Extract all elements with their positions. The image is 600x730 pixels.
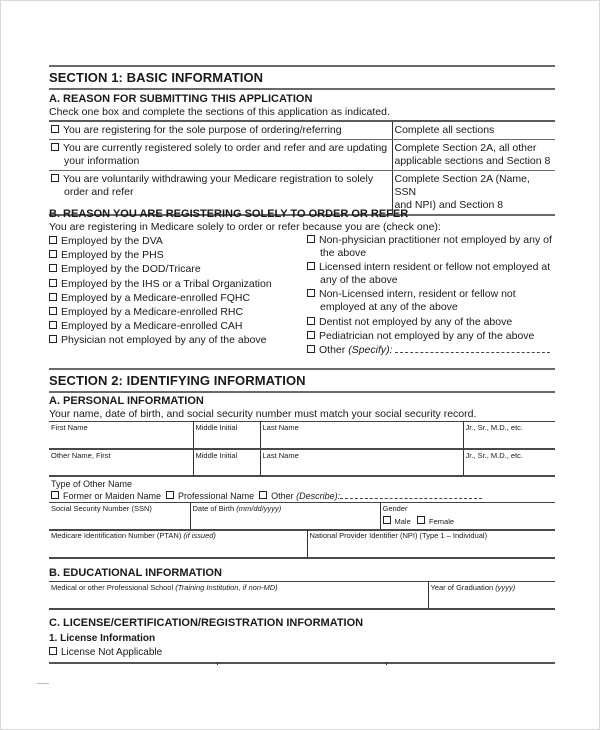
checkbox[interactable] — [51, 125, 59, 133]
checkbox[interactable] — [259, 491, 267, 499]
field-label: Last Name — [262, 450, 299, 460]
field-label: Social Security Number (SSN) — [51, 504, 152, 513]
field-label: Middle Initial — [195, 450, 238, 460]
option-male[interactable] — [383, 516, 411, 526]
checkbox[interactable] — [307, 262, 315, 270]
checkbox[interactable] — [307, 317, 315, 325]
option-label: Former or Maiden Name — [63, 491, 162, 501]
reason-option-label-cont: your information — [64, 155, 140, 167]
checkbox[interactable] — [307, 289, 315, 297]
option-physician[interactable] — [49, 333, 272, 347]
option-label: Male — [394, 517, 411, 526]
license-table-divider — [386, 662, 387, 665]
reason-option-cell[interactable] — [49, 121, 392, 140]
section-1b-instructions: You are registering in Medicare solely to order or refer because you are (check one): — [49, 221, 441, 233]
checkbox[interactable] — [51, 174, 59, 182]
order-refer-options-left — [49, 234, 272, 348]
field-label: First Name — [51, 423, 88, 432]
option-label: Licensed intern resident or fellow not employed at — [319, 261, 551, 273]
name-table — [49, 421, 555, 477]
option-dod[interactable] — [49, 262, 272, 276]
option-label: Other — [319, 344, 346, 356]
ptan-npi-row — [49, 530, 555, 558]
other-first-name-field[interactable] — [49, 449, 193, 476]
suffix-field[interactable] — [463, 422, 555, 449]
ssn-dob-row — [49, 503, 555, 530]
graduation-year-field[interactable] — [428, 582, 555, 609]
option-fqhc[interactable] — [49, 291, 272, 305]
npi-field[interactable] — [307, 530, 555, 558]
option-hint: (Describe): — [296, 491, 341, 501]
ssn-dob-table — [49, 502, 555, 531]
license-not-applicable-option[interactable] — [49, 647, 162, 658]
last-name-field[interactable] — [260, 422, 463, 449]
section-2-title: SECTION 2: IDENTIFYING INFORMATION — [49, 373, 306, 388]
option-other[interactable] — [307, 343, 567, 357]
option-label: Employed by a Medicare-enrolled FQHC — [61, 291, 251, 304]
first-name-field[interactable] — [49, 422, 193, 449]
option-former-name[interactable] — [51, 491, 161, 501]
option-label: Dentist not employed by any of the above — [319, 316, 513, 328]
name-row — [49, 422, 555, 449]
option-label: License Not Applicable — [61, 647, 163, 658]
reason-instruction-cell — [392, 171, 555, 216]
section-2a-title: A. PERSONAL INFORMATION — [49, 395, 204, 407]
reason-option-cell[interactable] — [49, 140, 392, 171]
other-name-row — [49, 449, 555, 476]
field-label: Jr., Sr., M.D., etc. — [465, 423, 524, 432]
option-professional-name[interactable] — [166, 491, 254, 501]
field-hint: (yyyy) — [495, 583, 516, 592]
field-label: Date of Birth — [192, 504, 235, 513]
section-1-header — [49, 65, 555, 90]
option-label: Employed by the IHS or a Tribal Organization — [61, 277, 272, 290]
reason-table — [49, 120, 555, 216]
ptan-npi-table — [49, 530, 555, 559]
type-other-name-label: Type of Other Name — [51, 479, 133, 489]
section-1a-instructions: Check one box and complete the sections of this application as indicated. — [49, 106, 390, 118]
checkbox[interactable] — [49, 279, 57, 287]
option-licensed-intern[interactable] — [307, 261, 567, 287]
option-label: Employed by a Medicare-enrolled CAH — [61, 320, 243, 333]
checkbox[interactable] — [49, 293, 57, 301]
option-label: Physician not employed by any of the above — [61, 334, 267, 347]
option-label: Employed by a Medicare-enrolled RHC — [61, 306, 244, 319]
option-other-name[interactable] — [259, 491, 340, 501]
section-2b-title: B. EDUCATIONAL INFORMATION — [49, 567, 222, 579]
field-label: Medical or other Professional School — [51, 583, 174, 592]
section-2a-instructions: Your name, date of birth, and social security number must match your social security record. — [49, 408, 477, 420]
checkbox[interactable] — [49, 250, 57, 258]
option-label: Non-Licensed intern, resident or fellow not — [319, 288, 516, 300]
gender-field — [380, 503, 555, 530]
option-label: Female — [429, 517, 455, 526]
education-table — [49, 581, 555, 610]
page-mark — [37, 683, 49, 684]
option-label-cont: the above — [320, 247, 367, 259]
license-table-top-border — [49, 662, 555, 664]
ssn-field[interactable] — [49, 503, 190, 530]
option-label-cont: any of the above — [320, 274, 398, 286]
section-1a-title: A. REASON FOR SUBMITTING THIS APPLICATION — [49, 93, 313, 105]
field-label: Year of Graduation — [430, 583, 494, 592]
reason-instruction-cell — [392, 121, 555, 140]
middle-initial-field[interactable] — [193, 422, 260, 449]
reason-instruction-cell — [392, 140, 555, 171]
option-non-physician[interactable] — [307, 234, 567, 260]
option-label: Other — [271, 491, 294, 501]
checkbox[interactable] — [49, 335, 57, 343]
option-dentist[interactable] — [307, 315, 567, 329]
other-middle-initial-field[interactable] — [193, 449, 260, 476]
reason-option-label: You are voluntarily withdrawing your Medicare registration to solely — [63, 173, 374, 185]
option-label: Pediatrician not employed by any of the above — [319, 330, 535, 342]
option-ihs[interactable] — [49, 277, 272, 291]
reason-instruction: Complete all sections — [394, 124, 495, 136]
reason-instruction-cont: and NPI) and Section 8 — [394, 199, 504, 211]
type-other-name-options — [51, 491, 482, 501]
field-label: Other Name, First — [51, 450, 111, 460]
reason-row — [49, 140, 555, 171]
field-hint: (mm/dd/yyyy) — [236, 504, 282, 513]
field-hint: (Training Institution, if non-MD) — [175, 583, 278, 592]
checkbox[interactable] — [51, 143, 59, 151]
option-hint: (Specify): — [348, 344, 393, 356]
other-name-describe-field[interactable] — [340, 491, 482, 499]
reason-row — [49, 121, 555, 140]
reason-instruction: Complete Section 2A (Name, SSN — [394, 173, 530, 198]
checkbox[interactable] — [417, 516, 425, 524]
checkbox[interactable] — [307, 345, 315, 353]
checkbox[interactable] — [383, 516, 391, 524]
checkbox[interactable] — [166, 491, 174, 499]
reason-option-label: You are currently registered solely to order and refer and are updating — [63, 142, 388, 154]
field-label: Middle Initial — [195, 423, 238, 432]
other-specify-field[interactable] — [395, 345, 550, 353]
checkbox[interactable] — [51, 491, 59, 499]
field-label: Medicare Identification Number (PTAN) — [51, 531, 182, 540]
other-suffix-field[interactable] — [463, 449, 555, 476]
license-table-divider — [217, 662, 218, 665]
section-2-header — [49, 368, 555, 393]
field-label: National Provider Identifier (NPI) (Type 1 – Individual) — [309, 531, 488, 540]
checkbox[interactable] — [49, 236, 57, 244]
reason-instruction: Complete Section 2A, all other — [394, 142, 537, 154]
dob-field[interactable] — [190, 503, 380, 530]
option-label: Professional Name — [178, 491, 255, 501]
checkbox[interactable] — [307, 331, 315, 339]
checkbox[interactable] — [49, 647, 57, 655]
other-last-name-field[interactable] — [260, 449, 463, 476]
section-1b-title: B. REASON YOU ARE REGISTERING SOLELY TO ORDER OR REFER — [49, 208, 409, 220]
option-non-licensed-intern[interactable] — [307, 288, 567, 314]
education-row — [49, 582, 555, 609]
checkbox[interactable] — [49, 321, 57, 329]
checkbox[interactable] — [49, 264, 57, 272]
checkbox[interactable] — [49, 307, 57, 315]
option-cah[interactable] — [49, 319, 272, 333]
option-label: Employed by the DVA — [61, 235, 163, 247]
reason-option-label-cont: order and refer — [64, 186, 134, 198]
field-label: Gender — [382, 504, 408, 513]
reason-instruction-cont: applicable sections and Section 8 — [394, 155, 551, 167]
order-refer-options-right — [307, 234, 567, 357]
option-phs[interactable] — [49, 248, 272, 262]
option-rhc[interactable] — [49, 305, 272, 319]
option-pediatrician[interactable] — [307, 329, 567, 343]
field-label: Jr., Sr., M.D., etc. — [465, 450, 524, 460]
field-label: Last Name — [262, 423, 299, 432]
option-label: Employed by the PHS — [61, 249, 164, 262]
checkbox[interactable] — [307, 235, 315, 243]
school-field[interactable] — [49, 582, 428, 609]
field-hint: (if issued) — [183, 531, 216, 540]
option-dva[interactable] — [49, 234, 272, 248]
license-info-title: 1. License Information — [49, 633, 156, 644]
option-label: Non-physician practitioner not employed by any of — [319, 234, 552, 246]
reason-option-label: You are registering for the sole purpose of ordering/referring — [63, 124, 342, 136]
option-label-cont: employed at any of the above — [320, 301, 458, 313]
section-1-title: SECTION 1: BASIC INFORMATION — [49, 70, 264, 85]
option-female[interactable] — [417, 517, 454, 526]
option-label: Employed by the DOD/Tricare — [61, 263, 201, 276]
ptan-field[interactable] — [49, 530, 307, 558]
section-2c-title: C. LICENSE/CERTIFICATION/REGISTRATION INFORMATION — [49, 617, 364, 629]
